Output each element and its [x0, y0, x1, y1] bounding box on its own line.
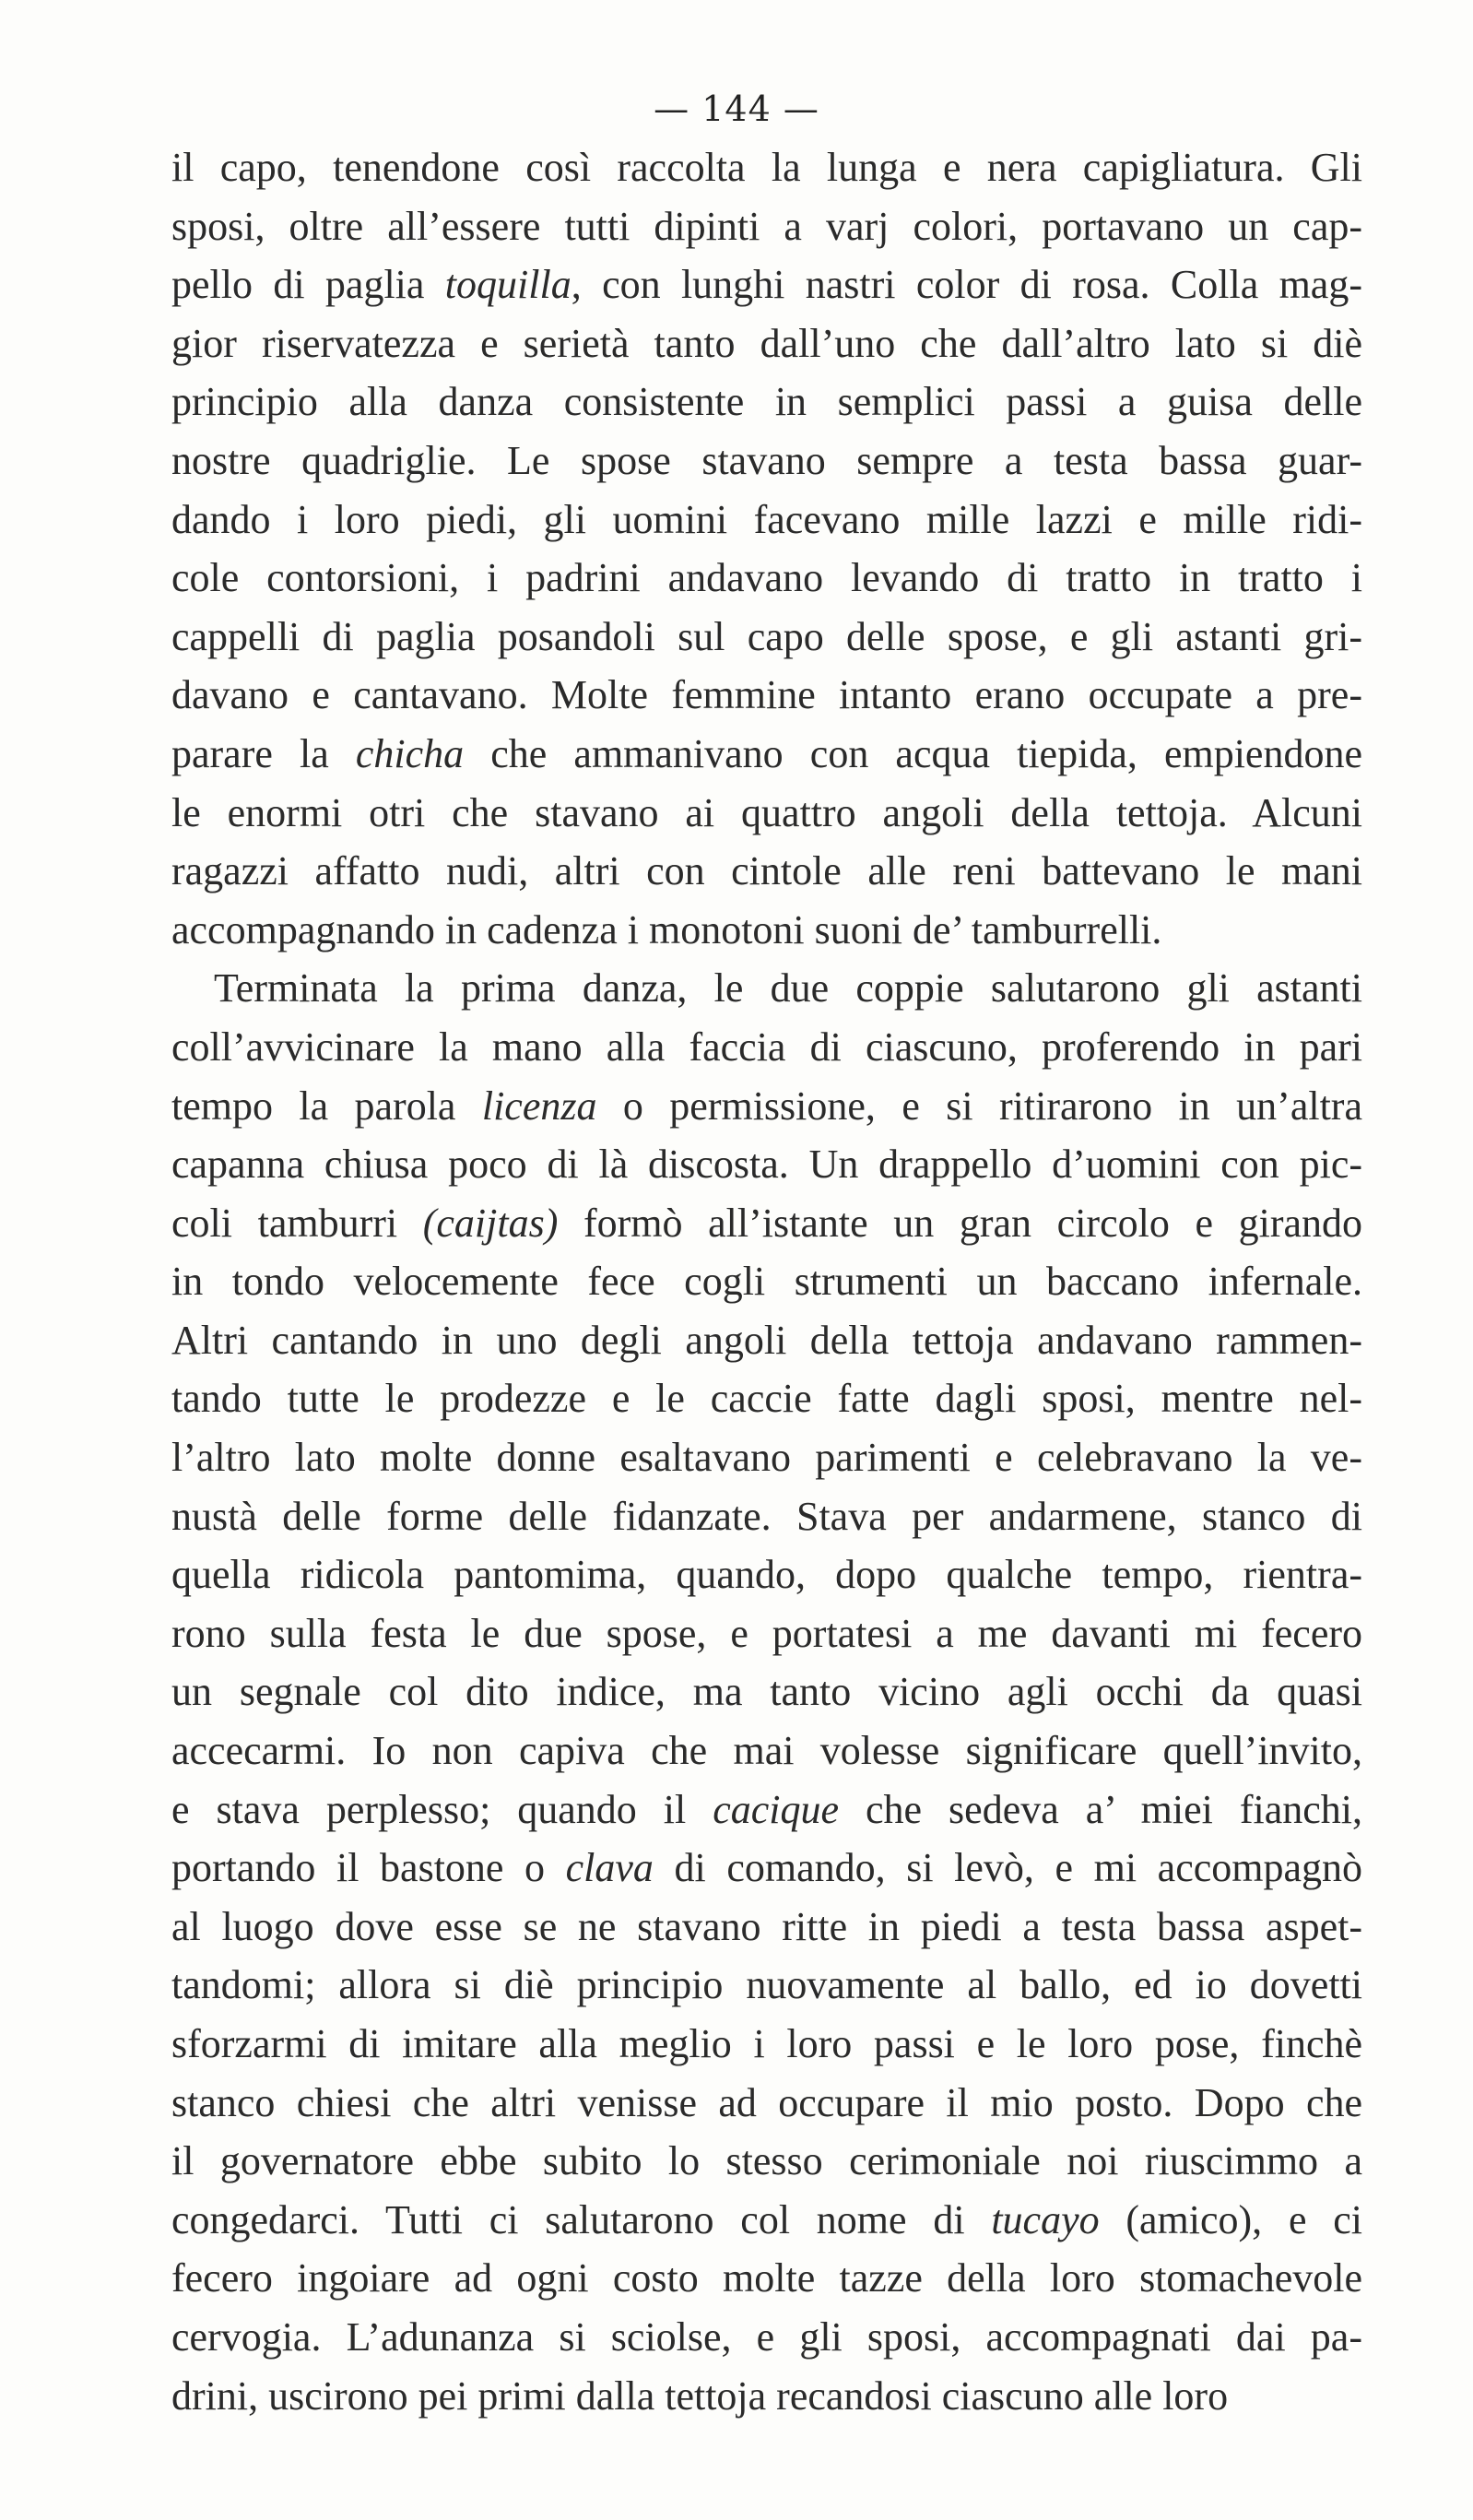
text-run: drini, uscirono pei primi dalla tettoja recandosi ciascuno alle loro	[171, 2372, 1229, 2419]
text-run: al luogo dove esse se ne stavano ritte in piedi a testa bassa aspet-	[171, 1903, 1362, 1949]
text-line	[171, 2074, 1362, 2133]
text-line	[171, 1077, 1362, 1136]
text-run: , con lunghi nastri color di rosa. Colla mag-	[571, 262, 1362, 308]
text-line	[171, 197, 1362, 256]
text-run: (amico), e ci	[1099, 2196, 1362, 2242]
text-line	[171, 1428, 1362, 1487]
text-line	[171, 1311, 1362, 1370]
text-run: formò all’istante un gran circolo e girando	[558, 1200, 1362, 1246]
text-run: in tondo velocemente fece cogli strumenti un baccano infernale.	[171, 1259, 1362, 1305]
text-run: nustà delle forme delle fidanzate. Stava per andarmene, stanco di	[171, 1493, 1362, 1539]
text-line	[171, 1545, 1362, 1604]
text-run: tandomi; allora si diè principio nuovamente al ballo, ed io dovetti	[171, 1962, 1362, 2008]
text-run: principio alla danza consistente in semplici passi a guisa delle	[171, 379, 1362, 425]
text-run: un segnale col dito indice, ma tanto vicino agli occhi da quasi	[171, 1669, 1362, 1715]
text-line	[171, 1194, 1362, 1253]
text-run: gior riservatezza e serietà tanto dall’uno che dall’altro lato si diè	[171, 320, 1362, 366]
text-run: davano e cantavano. Molte femmine intanto erano occupate a pre-	[171, 672, 1362, 718]
text-line	[171, 1018, 1362, 1077]
page-number: — 144 —	[654, 89, 819, 129]
text-line	[171, 784, 1362, 843]
text-line	[171, 2308, 1362, 2367]
text-run: tempo la parola	[171, 1083, 482, 1129]
text-line	[171, 314, 1362, 373]
text-run: capanna chiusa poco di là discosta. Un drappello d’uomini con pic-	[171, 1142, 1362, 1188]
text-run: quella ridicola pantomima, quando, dopo qualche tempo, rientra-	[171, 1552, 1362, 1598]
text-run: nostre quadriglie. Le spose stavano sempre a testa bassa guar-	[171, 437, 1362, 483]
text-run: coll’avvicinare la mano alla faccia di ciascuno, proferendo in pari	[171, 1023, 1362, 1070]
paragraph	[171, 138, 1362, 959]
text-line	[171, 1369, 1362, 1428]
text-run: cole contorsioni, i padrini andavano levando di tratto in tratto i	[171, 555, 1362, 601]
text-run: rono sulla festa le due spose, e portatesi a me davanti mi fecero	[171, 1610, 1362, 1656]
text-line	[171, 959, 1362, 1018]
text-run: stanco chiesi che altri venisse ad occupare il mio posto. Dopo che	[171, 2079, 1362, 2125]
text-line	[171, 2367, 1362, 2426]
text-run: coli tamburri	[171, 1200, 423, 1246]
text-run: l’altro lato molte donne esaltavano parimenti e celebravano la ve-	[171, 1435, 1362, 1481]
text-run: il governatore ebbe subito lo stesso cerimoniale noi riuscimmo a	[171, 2138, 1362, 2184]
text-run: il capo, tenendone così raccolta la lunga e nera capigliatura. Gli	[171, 145, 1362, 190]
text-run: Altri cantando in uno degli angoli della tettoja andavano rammen-	[171, 1317, 1362, 1363]
italic-term: (caijtas)	[422, 1200, 559, 1246]
italic-term: toquilla	[444, 262, 572, 308]
italic-term: tucayo	[991, 2196, 1100, 2242]
text-run: cervogia. L’adunanza si sciolse, e gli sposi, accompagnati dai pa-	[171, 2313, 1362, 2360]
text-line	[171, 1135, 1362, 1194]
text-run: di comando, si levò, e mi accompagnò	[653, 1845, 1363, 1891]
text-run: accecarmi. Io non capiva che mai volesse significare quell’invito,	[171, 1728, 1362, 1774]
text-run: accompagnando in cadenza i monotoni suoni de’ tamburrelli.	[171, 906, 1162, 952]
text-run: fecero ingoiare ad ogni costo molte tazze della loro stomachevole	[171, 2255, 1362, 2301]
italic-term: licenza	[481, 1083, 597, 1129]
italic-term: cacique	[713, 1786, 840, 1832]
text-line	[171, 725, 1362, 784]
text-run: parare la	[171, 730, 356, 776]
text-run: pello di paglia	[171, 262, 445, 308]
text-line	[171, 1721, 1362, 1781]
text-run: Terminata la prima danza, le due coppie salutarono gli astanti	[214, 965, 1362, 1012]
text-line	[171, 1839, 1362, 1898]
text-line	[171, 2249, 1362, 2308]
text-line	[171, 1604, 1362, 1663]
text-line	[171, 1956, 1362, 2015]
text-line	[171, 138, 1362, 197]
text-line	[171, 1781, 1362, 1840]
italic-term: chicha	[355, 730, 465, 776]
text-run: o permissione, e si ritirarono in un’altra	[596, 1083, 1362, 1129]
text-run: congedarci. Tutti ci salutarono col nome di	[171, 2196, 992, 2242]
text-run: che ammanivano con acqua tiepida, empiendone	[464, 730, 1362, 776]
text-line	[171, 2015, 1362, 2074]
text-line	[171, 255, 1362, 314]
text-line	[171, 1252, 1362, 1311]
text-line	[171, 373, 1362, 432]
text-line	[171, 491, 1362, 550]
text-line	[171, 1898, 1362, 1957]
text-run: sposi, oltre all’essere tutti dipinti a varj colori, portavano un cap-	[171, 203, 1362, 249]
text-line	[171, 666, 1362, 725]
text-line	[171, 2191, 1362, 2250]
text-run: le enormi otri che stavano ai quattro angoli della tettoja. Alcuni	[171, 789, 1362, 835]
text-line	[171, 2132, 1362, 2191]
text-line	[171, 432, 1362, 491]
text-line	[171, 1662, 1362, 1721]
body-text	[171, 138, 1362, 2425]
text-line	[171, 842, 1362, 901]
text-run: cappelli di paglia posandoli sul capo delle spose, e gli astanti gri-	[171, 613, 1362, 659]
italic-term: clava	[565, 1845, 654, 1891]
text-line	[171, 901, 1362, 960]
text-run: dando i loro piedi, gli uomini facevano mille lazzi e mille ridi-	[171, 496, 1362, 542]
text-run: sforzarmi di imitare alla meglio i loro passi e le loro pose, finchè	[171, 2021, 1362, 2066]
text-run: portando il bastone o	[171, 1845, 566, 1891]
text-line	[171, 608, 1362, 667]
text-run: ragazzi affatto nudi, altri con cintole alle reni battevano le mani	[171, 848, 1362, 894]
text-run: e stava perplesso; quando il	[171, 1786, 713, 1832]
text-run: tando tutte le prodezze e le caccie fatte dagli sposi, mentre nel-	[171, 1376, 1362, 1422]
text-line	[171, 549, 1362, 608]
text-line	[171, 1487, 1362, 1546]
paragraph	[171, 959, 1362, 2425]
text-run: che sedeva a’ miei fianchi,	[839, 1786, 1362, 1832]
